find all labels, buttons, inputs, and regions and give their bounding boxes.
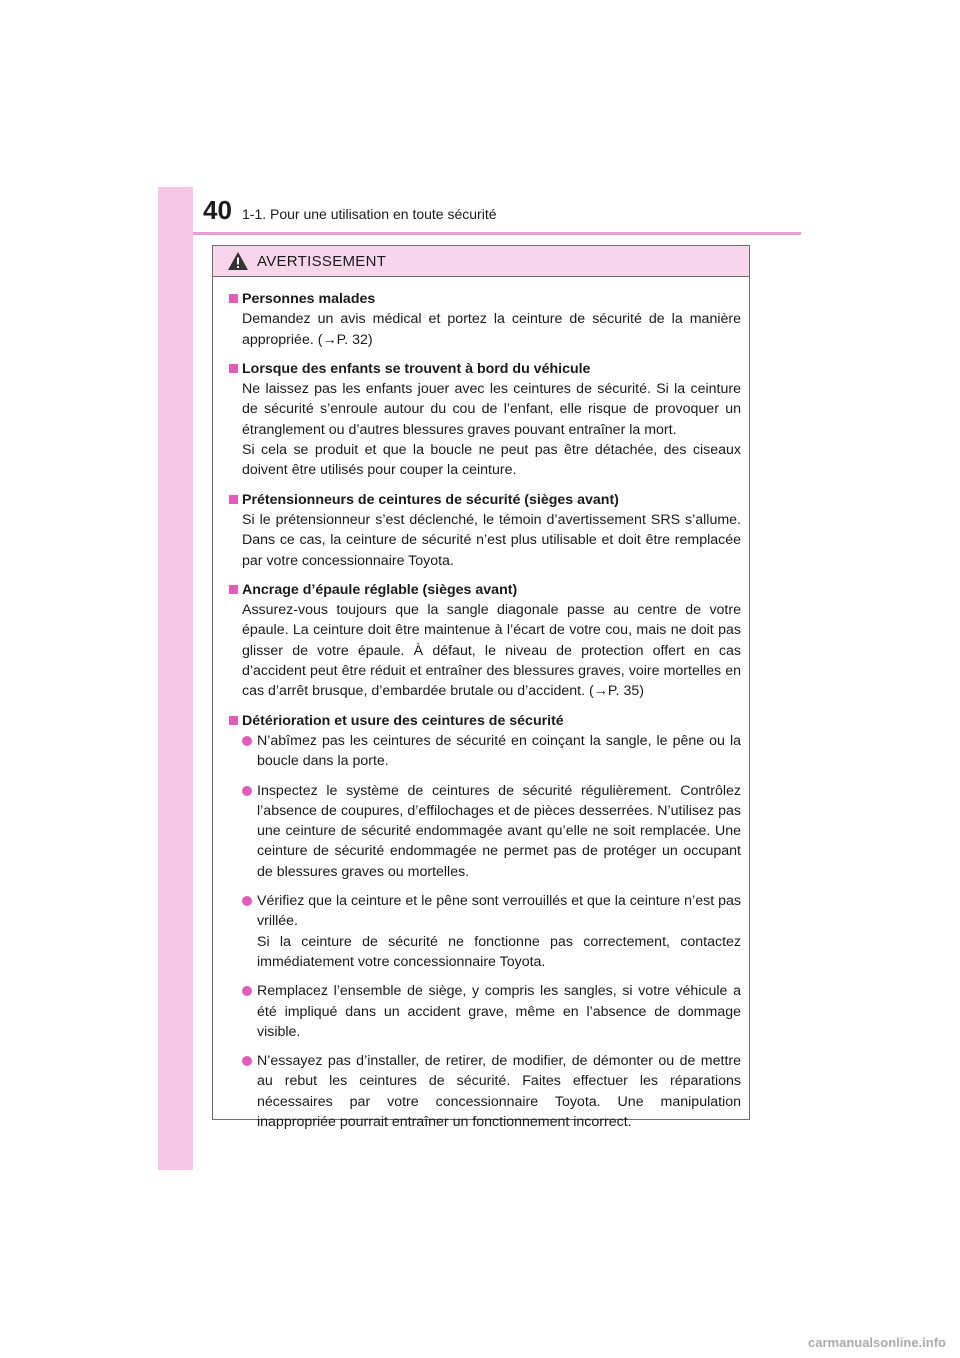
square-bullet-icon xyxy=(229,294,238,303)
warning-triangle-icon xyxy=(227,251,249,271)
square-bullet-icon xyxy=(229,716,238,725)
section-paragraph: Demandez un avis médical et portez la ceinture de sécurité de la manière appropriée. (→P. 32) xyxy=(242,311,741,348)
section-paragraph: Ne laissez pas les enfants jouer avec les ceintures de sécurité. Si la ceinture de sécurité s’enroule autour du cou de l’enfant, elle risque de provoquer un étranglement ou d’autres blessures graves pouvant entraîner la mort. xyxy=(242,381,741,438)
section-heading xyxy=(229,490,741,510)
square-bullet-icon xyxy=(229,364,238,373)
warning-header xyxy=(213,246,749,277)
section-paragraph: Si cela se produit et que la boucle ne peut pas être détachée, des ciseaux doivent être utilisés pour couper la ceinture. xyxy=(242,442,741,479)
list-item xyxy=(242,1051,741,1132)
warning-section xyxy=(229,711,741,1133)
list-item-line: N’abîmez pas les ceintures de sécurité en coinçant la sangle, le pêne ou la boucle dans la porte. xyxy=(257,732,741,770)
section-heading-text: Prétensionneurs de ceintures de sécurité (sièges avant) xyxy=(242,491,619,508)
warning-section xyxy=(229,359,741,481)
section-heading xyxy=(229,289,741,309)
list-item-text xyxy=(257,981,741,1042)
watermark: carmanualsonline.info xyxy=(808,1335,946,1350)
list-item-line: Remplacez l’ensemble de siège, y compris les sangles, si votre véhicule a été impliqué dans un accident grave, même en l’absence de dommage visible. xyxy=(257,983,741,1040)
section-heading-text: Personnes malades xyxy=(242,291,376,307)
section-heading-text: Détérioration et usure des ceintures de sécurité xyxy=(242,712,564,729)
warning-section xyxy=(229,580,741,702)
round-bullet-icon xyxy=(242,1056,252,1066)
list-item-line: Inspectez le système de ceintures de sécurité régulièrement. Contrôlez l’absence de coupures, d’effilochages et de pièces desserrées. N’utilisez pas une ceinture de sécurité endommagée avant qu’elle ne soit remplacée. Une ceinture de sécurité endommagée ne permet pas de protéger un occupant de blessures graves ou mortelles. xyxy=(257,782,741,880)
list-item xyxy=(242,781,741,882)
warning-box xyxy=(212,245,750,1130)
list-item-line: Vérifiez que la ceinture et le pêne sont verrouillés et que la ceinture n’est pas vrillée. xyxy=(257,893,741,930)
round-bullet-icon xyxy=(242,986,252,996)
square-bullet-icon xyxy=(229,585,238,594)
square-bullet-icon xyxy=(229,495,238,504)
list-item xyxy=(242,891,741,972)
side-tab-strip xyxy=(158,187,193,1170)
section-heading xyxy=(229,359,741,379)
section-heading xyxy=(229,580,741,600)
warning-section xyxy=(229,490,741,571)
section-paragraph: Assurez-vous toujours que la sangle diagonale passe au centre de votre épaule. La ceinture doit être maintenue à l’écart de votre cou, mais ne doit pas glisser de votre épaule. À défaut, le niveau de protection offert en cas d’accident peut être réduit et entraîner des blessures graves, voire mortelles en cas d’arrêt brusque, d’embardée brutale ou d’accident. (→P. 35) xyxy=(242,602,741,700)
bullet-list xyxy=(229,731,741,1132)
list-item-text xyxy=(257,891,741,972)
header-rule xyxy=(193,232,801,235)
list-item xyxy=(242,981,741,1042)
round-bullet-icon xyxy=(242,786,252,796)
warning-section xyxy=(229,289,741,350)
warning-title: AVERTISSEMENT xyxy=(257,252,387,270)
section-heading-text: Lorsque des enfants se trouvent à bord du véhicule xyxy=(242,360,591,377)
list-item-text xyxy=(257,731,741,772)
page-number: 40 xyxy=(203,195,232,225)
round-bullet-icon xyxy=(242,736,252,746)
list-item-text xyxy=(257,1051,741,1132)
section-heading-text: Ancrage d’épaule réglable (sièges avant) xyxy=(242,581,518,598)
list-item xyxy=(242,731,741,772)
section-title: 1-1. Pour une utilisation en toute sécurité xyxy=(242,206,497,222)
warning-body xyxy=(213,277,749,1132)
section-heading xyxy=(229,711,741,731)
list-item-line: N’essayez pas d’installer, de retirer, de modifier, de démonter ou de mettre au rebut les ceintures de sécurité. Faites effectuer les réparations nécessaires par votre concessionnaire Toyota. Une manipulation inappropriée pourrait entraîner un fonctionnement incorrect. xyxy=(257,1053,741,1130)
round-bullet-icon xyxy=(242,896,252,906)
list-item-line: Si la ceinture de sécurité ne fonctionne pas correctement, contactez immédiatement votre concessionnaire Toyota. xyxy=(257,933,741,970)
list-item-text xyxy=(257,781,741,882)
section-paragraph: Si le prétensionneur s’est déclenché, le témoin d’avertissement SRS s’allume. Dans ce cas, la ceinture de sécurité n’est plus utilisable et doit être remplacée par votre concessionnaire Toyota. xyxy=(242,511,741,569)
